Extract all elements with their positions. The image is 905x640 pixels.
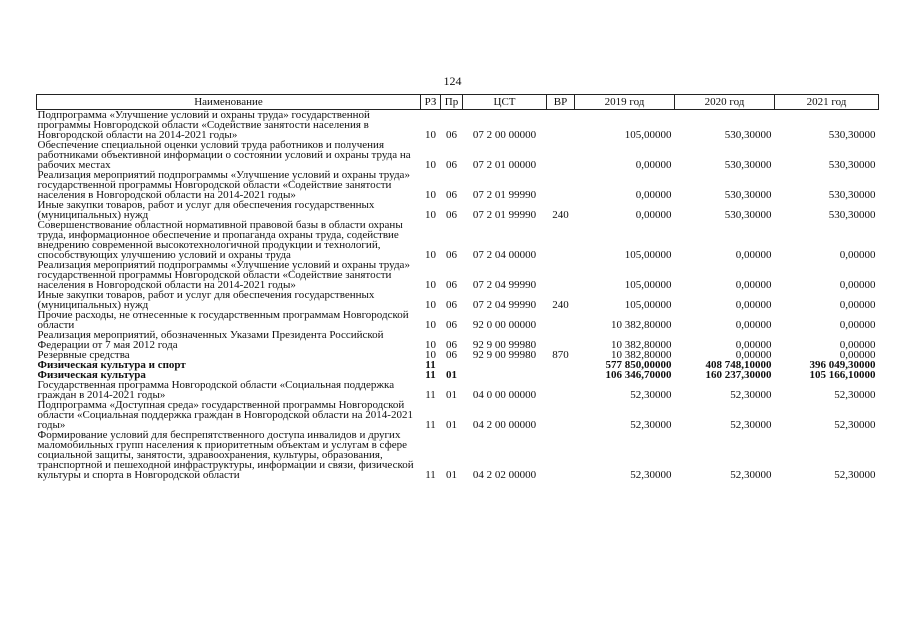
row-vr bbox=[547, 260, 575, 290]
row-2021: 530,30000 bbox=[828, 209, 876, 221]
row-2020: 160 237,30000 bbox=[705, 369, 772, 381]
row-pr: 06 bbox=[446, 129, 457, 141]
row-2021: 0,00000 bbox=[839, 299, 876, 311]
row-rz: 10 bbox=[425, 319, 436, 331]
row-2020: 530,30000 bbox=[724, 209, 772, 221]
row-rz: 10 bbox=[425, 339, 436, 351]
row-2021: 0,00000 bbox=[839, 279, 876, 291]
row-2021: 396 049,30000 bbox=[809, 359, 876, 371]
row-2021: 530,30000 bbox=[828, 159, 876, 171]
row-vr bbox=[547, 430, 575, 480]
header-rz: РЗ bbox=[421, 95, 441, 110]
row-2019: 577 850,00000 bbox=[605, 359, 672, 371]
row-rz: 10 bbox=[425, 249, 436, 261]
row-name: Формирование условий для беспрепятственного доступа инвалидов и других маломобильных групп населения к приоритетным объектам и услугам в сфере социальной защиты, занятости, здравоохранения, культуры, образования, транспортной и пешеходной инфраструктуры, информации и связи, физической культуры и спорта в Новгородской области bbox=[37, 429, 414, 481]
header-cst: ЦСТ bbox=[463, 95, 547, 110]
row-pr: 06 bbox=[446, 159, 457, 171]
row-2020: 0,00000 bbox=[735, 349, 772, 361]
row-cst: 07 2 01 99990 bbox=[472, 189, 537, 201]
row-cst: 92 9 00 99980 bbox=[472, 349, 537, 361]
row-rz: 11 bbox=[425, 369, 436, 381]
row-vr bbox=[547, 170, 575, 200]
header-name: Наименование bbox=[37, 95, 421, 110]
page-number: 124 bbox=[443, 74, 462, 88]
row-2021: 105 166,10000 bbox=[809, 369, 876, 381]
row-2020: 0,00000 bbox=[735, 299, 772, 311]
row-2020: 408 748,10000 bbox=[705, 359, 772, 371]
row-name: Обеспечение специальной оценки условий труда работников и получения работниками объективной информации о состоянии условий и охраны труда на рабочих местах bbox=[37, 139, 411, 171]
row-name: Физическая культура bbox=[37, 369, 146, 381]
row-pr: 01 bbox=[446, 389, 457, 401]
row-2019: 0,00000 bbox=[635, 159, 672, 171]
row-rz: 10 bbox=[425, 299, 436, 311]
row-2020: 530,30000 bbox=[724, 159, 772, 171]
row-cst: 04 2 02 00000 bbox=[472, 469, 537, 481]
row-pr: 06 bbox=[446, 209, 457, 221]
row-2020: 0,00000 bbox=[735, 319, 772, 331]
table-row bbox=[37, 330, 879, 350]
row-2019: 106 346,70000 bbox=[605, 369, 672, 381]
row-2021: 52,30000 bbox=[834, 419, 876, 431]
row-2019: 52,30000 bbox=[630, 389, 672, 401]
row-name: Реализация мероприятий подпрограммы «Улучшение условий и охраны труда» государственной программы Новгородской области «Содействие занятости населения в Новгородской области на 2014-2021 годы» bbox=[37, 169, 410, 201]
row-rz: 11 bbox=[425, 419, 436, 431]
row-name: Подпрограмма «Улучшение условий и охраны труда» государственной программы Новгородской области «Содействие занятости населения в Новгородской области на 2014-2021 годы» bbox=[37, 109, 370, 141]
row-2021: 0,00000 bbox=[839, 249, 876, 261]
row-pr: 06 bbox=[446, 279, 457, 291]
table-row bbox=[37, 260, 879, 290]
row-2019: 105,00000 bbox=[624, 249, 672, 261]
row-pr: 01 bbox=[446, 369, 457, 381]
row-rz: 11 bbox=[425, 389, 436, 401]
row-vr bbox=[547, 380, 575, 400]
row-vr bbox=[547, 330, 575, 350]
row-vr: 240 bbox=[552, 299, 569, 311]
row-vr bbox=[547, 110, 575, 141]
row-cst: 07 2 04 99990 bbox=[472, 279, 537, 291]
table-row bbox=[37, 400, 879, 430]
row-vr bbox=[547, 220, 575, 260]
row-pr: 01 bbox=[446, 469, 457, 481]
row-2020: 530,30000 bbox=[724, 129, 772, 141]
row-cst: 07 2 00 00000 bbox=[472, 129, 537, 141]
row-cst: 07 2 04 00000 bbox=[472, 249, 537, 261]
row-cst bbox=[463, 360, 547, 370]
table-row bbox=[37, 220, 879, 260]
row-rz: 10 bbox=[425, 159, 436, 171]
row-2021: 0,00000 bbox=[839, 319, 876, 331]
row-vr bbox=[547, 400, 575, 430]
row-name: Реализация мероприятий, обозначенных Указами Президента Российской Федерации от 7 мая 2012 года bbox=[37, 329, 384, 351]
row-name: Физическая культура и спорт bbox=[37, 359, 186, 371]
row-2019: 105,00000 bbox=[624, 129, 672, 141]
row-2019: 10 382,80000 bbox=[611, 319, 672, 331]
row-rz: 11 bbox=[425, 469, 436, 481]
table-row bbox=[37, 380, 879, 400]
row-name: Реализация мероприятий подпрограммы «Улучшение условий и охраны труда» государственной программы Новгородской области «Содействие занятости населения в Новгородской области на 2014-2021 годы» bbox=[37, 259, 410, 291]
row-rz: 10 bbox=[425, 129, 436, 141]
header-2019: 2019 год bbox=[575, 95, 675, 110]
header-pr: Пр bbox=[441, 95, 463, 110]
row-rz: 10 bbox=[425, 189, 436, 201]
row-name: Иные закупки товаров, работ и услуг для обеспечения государственных (муниципальных) нужд bbox=[37, 289, 375, 311]
row-2019: 0,00000 bbox=[635, 209, 672, 221]
row-rz: 10 bbox=[425, 279, 436, 291]
row-2020: 0,00000 bbox=[735, 339, 772, 351]
row-2019: 10 382,80000 bbox=[611, 339, 672, 351]
table-row bbox=[37, 290, 879, 310]
row-2021: 530,30000 bbox=[828, 129, 876, 141]
row-2020: 0,00000 bbox=[735, 279, 772, 291]
row-name: Иные закупки товаров, работ и услуг для обеспечения государственных (муниципальных) нужд bbox=[37, 199, 375, 221]
row-vr: 870 bbox=[552, 349, 569, 361]
table-row bbox=[37, 110, 879, 141]
header-vr: ВР bbox=[547, 95, 575, 110]
row-pr: 06 bbox=[446, 319, 457, 331]
header-2020: 2020 год bbox=[675, 95, 775, 110]
row-2019: 10 382,80000 bbox=[611, 349, 672, 361]
table-row bbox=[37, 430, 879, 480]
row-cst: 07 2 04 99990 bbox=[472, 299, 537, 311]
row-vr bbox=[547, 140, 575, 170]
row-2021: 52,30000 bbox=[834, 469, 876, 481]
row-2019: 105,00000 bbox=[624, 299, 672, 311]
row-name: Резервные средства bbox=[37, 349, 130, 361]
row-vr: 240 bbox=[552, 209, 569, 221]
row-2021: 0,00000 bbox=[839, 339, 876, 351]
table-row bbox=[37, 310, 879, 330]
row-pr: 06 bbox=[446, 339, 457, 351]
table-row bbox=[37, 200, 879, 220]
row-rz: 11 bbox=[425, 359, 436, 371]
row-2021: 0,00000 bbox=[839, 349, 876, 361]
row-pr: 06 bbox=[446, 299, 457, 311]
row-vr bbox=[547, 370, 575, 380]
row-2020: 530,30000 bbox=[724, 189, 772, 201]
budget-table bbox=[36, 94, 879, 480]
row-name: Прочие расходы, не отнесенные к государственным программам Новгородской области bbox=[37, 309, 409, 331]
row-pr: 01 bbox=[446, 419, 457, 431]
table-row bbox=[37, 140, 879, 170]
row-cst: 92 0 00 00000 bbox=[472, 319, 537, 331]
row-rz: 10 bbox=[425, 209, 436, 221]
row-rz: 10 bbox=[425, 349, 436, 361]
row-cst: 04 0 00 00000 bbox=[472, 389, 537, 401]
row-cst: 07 2 01 99990 bbox=[472, 209, 537, 221]
row-2021: 530,30000 bbox=[828, 189, 876, 201]
row-pr: 06 bbox=[446, 189, 457, 201]
row-cst bbox=[463, 370, 547, 380]
row-vr bbox=[547, 360, 575, 370]
row-2020: 52,30000 bbox=[730, 469, 772, 481]
row-name: Совершенствование областной нормативной правовой базы в области охраны труда, информационное обеспечение и пропаганда охраны труда, содействие внедрению современной высокотехнологичной продукции и технологий, способствующих улучшению условий и охраны труда bbox=[37, 219, 403, 261]
table-row bbox=[37, 170, 879, 200]
row-vr bbox=[547, 310, 575, 330]
row-2021: 52,30000 bbox=[834, 389, 876, 401]
table-header-row bbox=[37, 95, 879, 110]
row-2019: 0,00000 bbox=[635, 189, 672, 201]
row-cst: 04 2 00 00000 bbox=[472, 419, 537, 431]
row-2019: 52,30000 bbox=[630, 469, 672, 481]
row-cst: 92 9 00 99980 bbox=[472, 339, 537, 351]
row-2019: 105,00000 bbox=[624, 279, 672, 291]
row-name: Государственная программа Новгородской области «Социальная поддержка граждан в 2014-2021 годы» bbox=[37, 379, 395, 401]
row-cst: 07 2 01 00000 bbox=[472, 159, 537, 171]
row-pr: 06 bbox=[446, 249, 457, 261]
row-name: Подпрограмма «Доступная среда» государственной программы Новгородской области «Социальная поддержка граждан в Новгородской области на 2014-2021 годы» bbox=[37, 399, 413, 431]
header-2021: 2021 год bbox=[775, 95, 879, 110]
row-2020: 0,00000 bbox=[735, 249, 772, 261]
row-2020: 52,30000 bbox=[730, 419, 772, 431]
row-pr: 06 bbox=[446, 349, 457, 361]
row-2020: 52,30000 bbox=[730, 389, 772, 401]
row-2019: 52,30000 bbox=[630, 419, 672, 431]
